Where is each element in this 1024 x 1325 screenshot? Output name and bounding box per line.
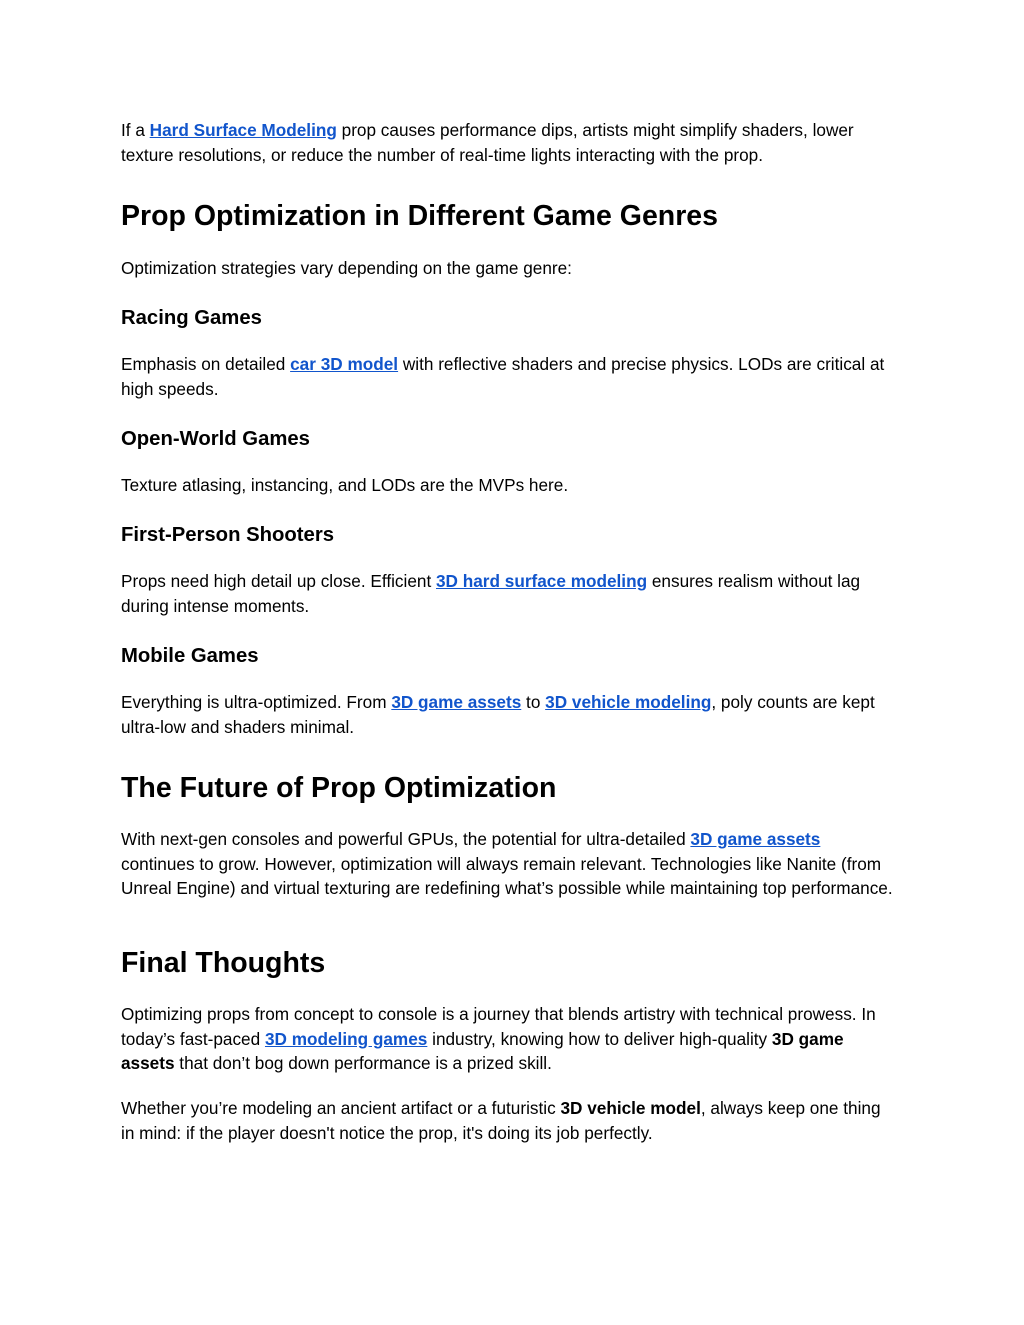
3d-game-assets-link[interactable]: 3D game assets [391,692,522,712]
3d-modeling-games-link[interactable]: 3D modeling games [264,1028,428,1049]
genres-intro: Optimization strategies vary depending on the game genre: [121,258,572,278]
final-thoughts-heading: Final Thoughts [121,947,326,979]
future-heading: The Future of Prop Optimization [121,772,557,804]
intro-text-end: prop causes performance dips, artists might simplify shaders, lower texture resolutions, or reduce the number of real-time lights interacting with the prop. [121,120,854,165]
genres-heading: Prop Optimization in Different Game Genres [121,200,719,232]
final-p1-text-start: Optimizing props from concept to console is a journey that blends artistry with technical prowess. In today’s fast-paced [121,1004,876,1049]
3d-hard-surface-modeling-link[interactable]: 3D hard surface modeling [436,571,648,591]
open-world-games-heading: Open-World Games [121,428,310,450]
final-p1-text-end: that don’t bog down performance is a prized skill. [174,1053,552,1073]
final-p2-text-start: Whether you’re modeling an ancient artifact or a futuristic [121,1098,561,1118]
final-p1-bold: 3D game assets [121,1028,844,1073]
hard-surface-modeling-link[interactable]: Hard Surface Modeling [149,120,337,140]
intro-paragraph [121,118,896,167]
final-p1-text-mid: industry, knowing how to deliver high-quality [427,1028,772,1049]
final-p2-bold: 3D vehicle model [560,1098,701,1118]
mobile-text-end: , poly counts are kept ultra-low and shaders minimal. [121,692,875,737]
racing-games-paragraph [121,352,896,401]
fps-paragraph [121,569,896,618]
future-text-end: continues to grow. However, optimization will always remain relevant. Technologies like Nanite (from Unreal Engine) and virtual texturing are redefining what’s possible while maintaining top performance. [121,853,893,898]
car-3d-model-link[interactable]: car 3D model [290,354,399,374]
racing-games-heading: Racing Games [121,307,262,329]
3d-game-assets-link-2[interactable]: 3D game assets [690,829,821,849]
fps-text-start: Props need high detail up close. Efficient [121,571,436,591]
mobile-text-mid: to [521,692,546,712]
racing-text-end: with reflective shaders and precise physics. LODs are critical at high speeds. [121,354,885,399]
final-p2-text-end: , always keep one thing in mind: if the player doesn't notice the prop, it's doing its job perfectly. [121,1098,881,1143]
3d-vehicle-modeling-link[interactable]: 3D vehicle modeling [545,692,712,712]
future-text-start: With next-gen consoles and powerful GPUs, the potential for ultra-detailed [121,829,691,849]
future-paragraph [121,827,896,901]
mobile-games-heading: Mobile Games [121,645,259,667]
mobile-text-start: Everything is ultra-optimized. From [121,692,392,712]
fps-text-end: ensures realism without lag during intense moments. [121,571,861,616]
racing-text-start: Emphasis on detailed [121,354,291,374]
intro-text-start: If a [121,120,150,140]
mobile-games-paragraph [121,690,896,739]
fps-heading: First-Person Shooters [121,524,334,546]
final-paragraph-2 [121,1096,896,1145]
open-world-games-paragraph: Texture atlasing, instancing, and LODs are the MVPs here. [121,475,569,495]
final-paragraph-1 [121,1002,896,1076]
